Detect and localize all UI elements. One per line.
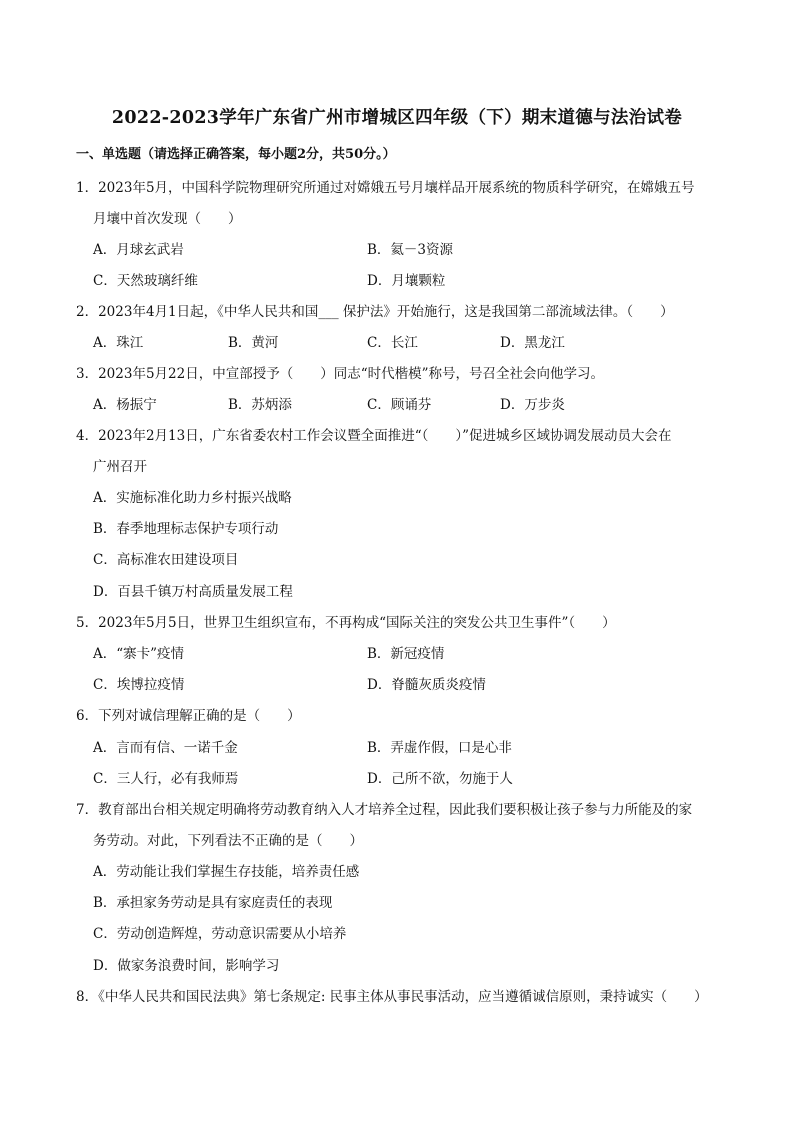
question-7-text-cont: 务劳动。对此，下列看法不正确的是（ ） bbox=[93, 833, 363, 849]
q4-option-b: B．春季地理标志保护专项行动 bbox=[93, 521, 279, 537]
q5-option-a: A．“寨卡”疫情 bbox=[93, 646, 185, 662]
q2-option-d: D．黑龙江 bbox=[500, 335, 565, 351]
question-6-text: 6．下列对诚信理解正确的是（ ） bbox=[76, 708, 301, 724]
q6-option-b: B．弄虚作假，口是心非 bbox=[367, 740, 512, 756]
q1-option-d: D．月壤颗粒 bbox=[367, 273, 446, 289]
q6-option-a: A．言而有信、一诺千金 bbox=[93, 740, 238, 756]
q7-option-b: B．承担家务劳动是具有家庭责任的表现 bbox=[93, 895, 333, 911]
q3-option-a: A．杨振宁 bbox=[93, 397, 157, 413]
page-title: 2022-2023学年广东省广州市增城区四年级（下）期末道德与法治试卷 bbox=[111, 108, 683, 128]
question-4-text: 4．2023年2月13日，广东省委农村工作会议暨全面推进“（ ）”促进城乡区域协调发展动员大会在 bbox=[76, 428, 672, 444]
q7-option-d: D．做家务浪费时间，影响学习 bbox=[93, 958, 280, 974]
q1-option-b: B．氦－3资源 bbox=[367, 242, 454, 258]
q4-option-c: C．高标准农田建设项目 bbox=[93, 552, 239, 568]
q5-option-d: D．脊髓灰质炎疫情 bbox=[367, 677, 486, 693]
q6-option-d: D．己所不欲，勿施于人 bbox=[367, 771, 513, 787]
q3-option-c: C．顾诵芬 bbox=[367, 397, 432, 413]
q5-option-c: C．埃博拉疫情 bbox=[93, 677, 185, 693]
q2-option-b: B．黄河 bbox=[228, 335, 279, 351]
q2-option-a: A．珠江 bbox=[93, 335, 144, 351]
q1-option-c: C．天然玻璃纤维 bbox=[93, 273, 198, 289]
q7-option-c: C．劳动创造辉煌，劳动意识需要从小培养 bbox=[93, 926, 347, 942]
q7-option-a: A．劳动能让我们掌握生存技能，培养责任感 bbox=[93, 864, 360, 880]
q3-option-b: B．苏炳添 bbox=[228, 397, 292, 413]
question-1-text: 1．2023年5月，中国科学院物理研究所通过对嫦娥五号月壤样品开展系统的物质科学研究，在嫦娥五号 bbox=[76, 180, 695, 196]
question-4-text-cont: 广州召开 bbox=[93, 459, 147, 475]
question-8-text: 8．《中华人民共和国民法典》第七条规定: 民事主体从事民事活动，应当遵循诚信原则，秉持诚实（ ） bbox=[76, 989, 708, 1005]
q4-option-d: D．百县千镇万村高质量发展工程 bbox=[93, 584, 293, 600]
question-2-text: 2．2023年4月1日起，《中华人民共和国___ 保护法》开始施行，这是我国第二部流域法律。（ ） bbox=[76, 304, 674, 320]
q3-option-d: D．万步炎 bbox=[500, 397, 565, 413]
question-7-text: 7．教育部出台相关规定明确将劳动教育纳入人才培养全过程，因此我们要积极让孩子参与力所能及的家 bbox=[76, 802, 693, 818]
question-1-text-cont: 月壤中首次发现（ ） bbox=[93, 211, 242, 227]
q2-option-c: C．长江 bbox=[367, 335, 418, 351]
q5-option-b: B．新冠疫情 bbox=[367, 646, 445, 662]
q4-option-a: A．实施标准化助力乡村振兴战略 bbox=[93, 490, 292, 506]
q1-option-a: A．月球玄武岩 bbox=[93, 242, 184, 258]
q6-option-c: C．三人行，必有我师焉 bbox=[93, 771, 239, 787]
section-heading: 一、单选题（请选择正确答案，每小题2分，共50分。） bbox=[76, 147, 396, 162]
question-5-text: 5．2023年5月5日，世界卫生组织宣布，不再构成“国际关注的突发公共卫生事件”（ ） bbox=[76, 615, 616, 631]
question-3-text: 3．2023年5月22日，中宣部授予（ ）同志“时代楷模”称号，号召全社会向他学习。 bbox=[76, 366, 605, 382]
